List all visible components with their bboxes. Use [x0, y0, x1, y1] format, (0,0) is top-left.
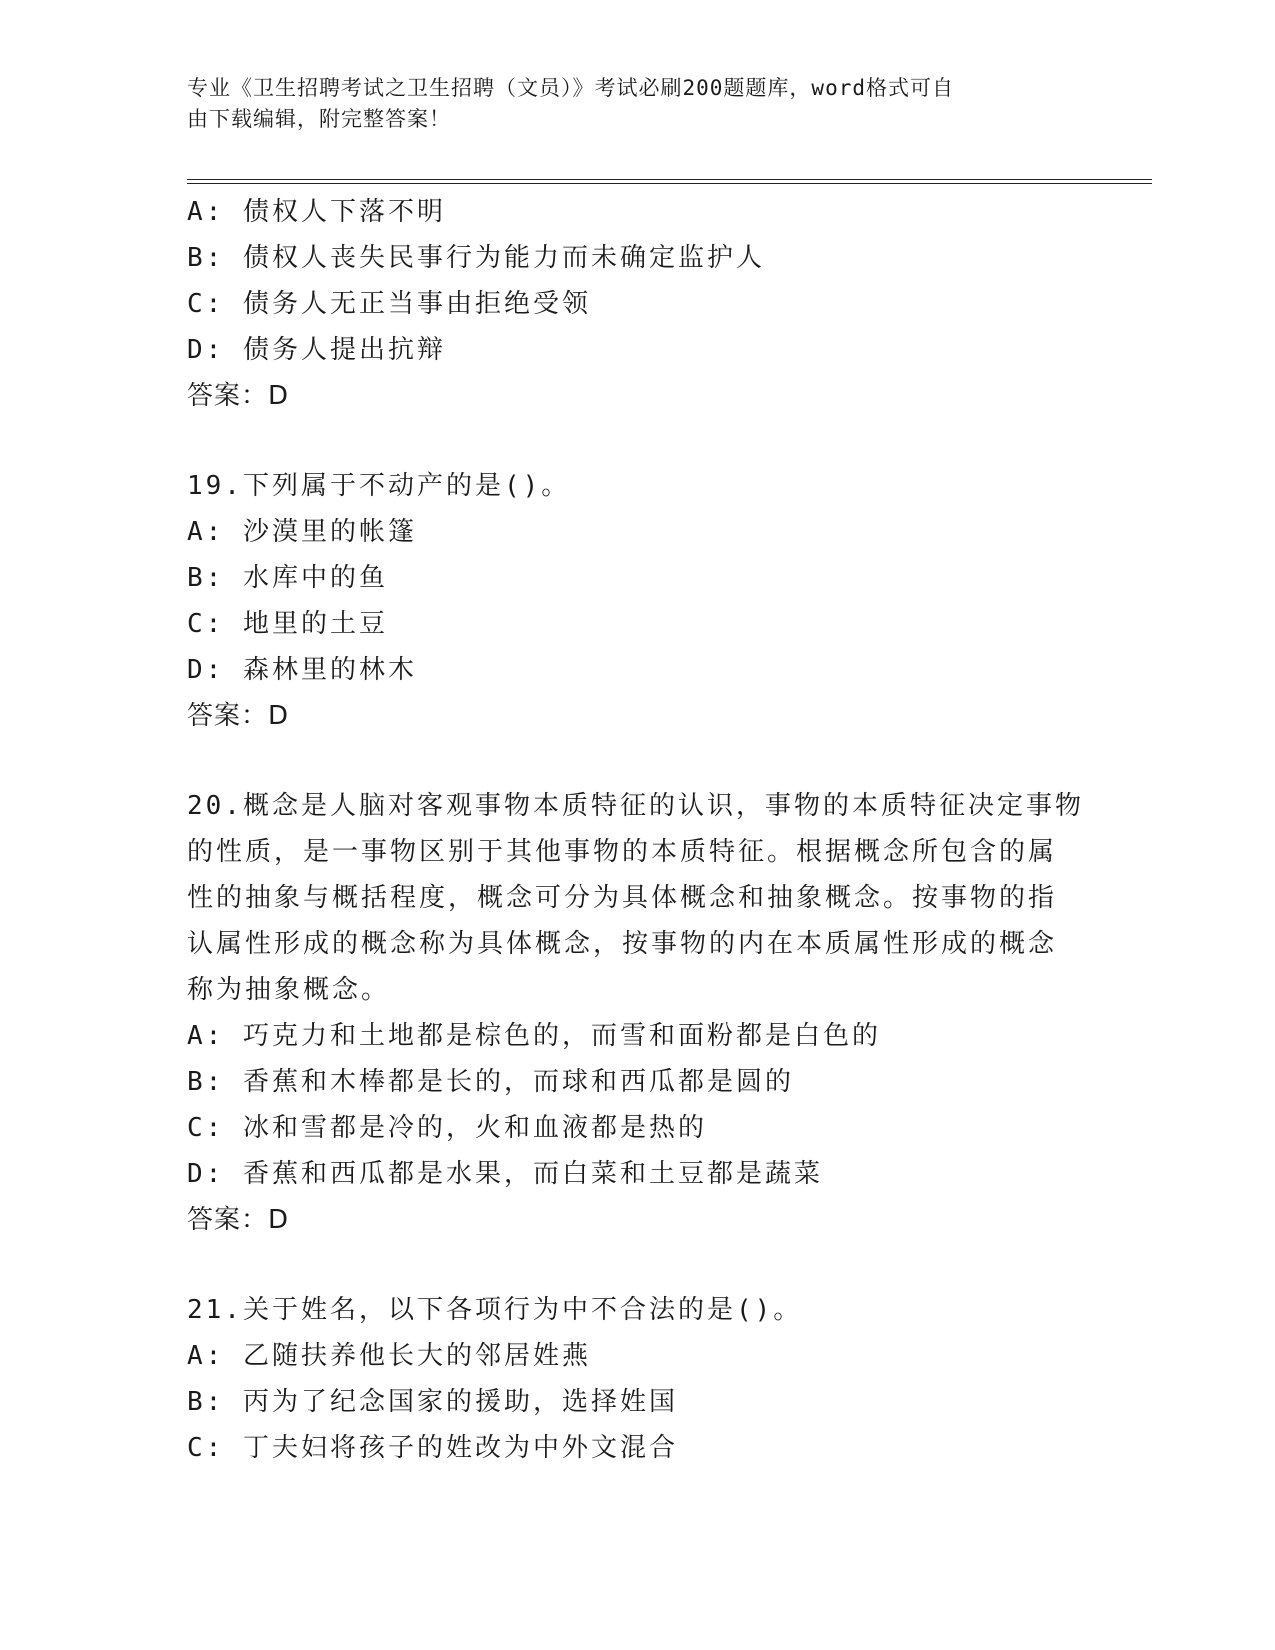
question-list	[187, 189, 1087, 1471]
question-20	[187, 783, 1087, 1243]
option-a: A: 巧克力和土地都是棕色的，而雪和面粉都是白色的	[187, 1021, 881, 1051]
option-d: D: 香蕉和西瓜都是水果，而白菜和土豆都是蔬菜	[187, 1159, 823, 1189]
question-stem-line: 性的抽象与概括程度，概念可分为具体概念和抽象概念。按事物的指	[187, 883, 1058, 913]
header-line-1: 专业《卫生招聘考试之卫生招聘（文员）》考试必刷200题题库，word格式可自	[187, 76, 954, 100]
question-stem: 21.关于姓名，以下各项行为中不合法的是()。	[187, 1295, 803, 1325]
question-spacer	[187, 739, 1087, 783]
option-b: B: 债权人丧失民事行为能力而未确定监护人	[187, 243, 765, 273]
answer: 答案：D	[187, 701, 290, 731]
question-21	[187, 1287, 1087, 1471]
answer: 答案：D	[187, 381, 290, 411]
question-spacer	[187, 1243, 1087, 1287]
answer: 答案：D	[187, 1205, 290, 1235]
question-stem-line: 20.概念是人脑对客观事物本质特征的认识，事物的本质特征决定事物	[187, 791, 1084, 821]
document-header	[187, 73, 1067, 135]
option-b: B: 香蕉和木棒都是长的，而球和西瓜都是圆的	[187, 1067, 794, 1097]
header-divider-thin	[187, 179, 1152, 180]
question-spacer	[187, 419, 1087, 463]
option-d: D: 森林里的林木	[187, 655, 417, 685]
question-stem-line: 认属性形成的概念称为具体概念，按事物的内在本质属性形成的概念	[187, 929, 1058, 959]
question-19	[187, 463, 1087, 739]
option-b: B: 水库中的鱼	[187, 563, 388, 593]
header-divider-thick	[187, 183, 1152, 184]
question-stem-line: 称为抽象概念。	[187, 975, 391, 1005]
option-d: D: 债务人提出抗辩	[187, 335, 446, 365]
option-c: C: 地里的土豆	[187, 609, 388, 639]
question-stem-line: 的性质，是一事物区别于其他事物的本质特征。根据概念所包含的属	[187, 837, 1058, 867]
option-c: C: 冰和雪都是冷的，火和血液都是热的	[187, 1113, 707, 1143]
option-c: C: 丁夫妇将孩子的姓改为中外文混合	[187, 1433, 678, 1463]
option-b: B: 丙为了纪念国家的援助，选择姓国	[187, 1387, 678, 1417]
header-line-2: 由下载编辑，附完整答案！	[187, 107, 451, 131]
option-a: A: 沙漠里的帐篷	[187, 517, 417, 547]
option-a: A: 债权人下落不明	[187, 197, 446, 227]
question-stem: 19.下列属于不动产的是()。	[187, 471, 571, 501]
option-c: C: 债务人无正当事由拒绝受领	[187, 289, 591, 319]
option-a: A: 乙随扶养他长大的邻居姓燕	[187, 1341, 591, 1371]
question-18	[187, 189, 1087, 419]
